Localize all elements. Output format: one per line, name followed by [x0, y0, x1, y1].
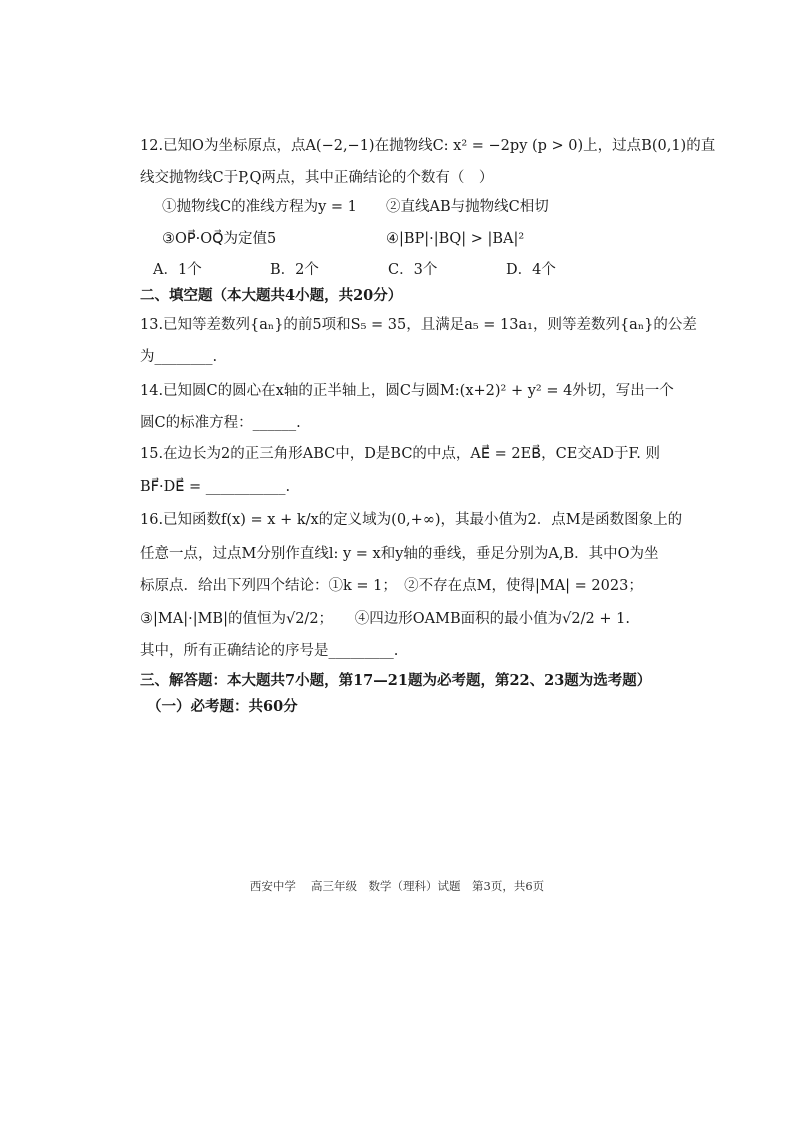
q16-line1: 16.已知函数f(x) = x + k/x的定义域为(0,+∞)，其最小值为2．点M是函数图象上的	[140, 512, 683, 528]
q16-line3: 标原点．给出下列四个结论：①k = 1； ②不存在点M，使得|MA| = 2023；	[140, 578, 643, 594]
section2-heading: 二、填空题（本大题共4小题，共20分）	[140, 287, 403, 304]
q12-line2: 线交抛物线C于P,Q两点，其中正确结论的个数有（ ）	[140, 170, 494, 186]
q16-line4: ③|MA|·|MB|的值恒为√2/2； ④四边形OAMB面积的最小值为√2/2 + 1.	[140, 611, 630, 627]
q12-choice-a: A．1个	[153, 262, 202, 278]
q13-line2: 为________.	[140, 349, 218, 365]
section3-heading: 三、解答题：本大题共7小题，第17—21题为必考题，第22、23题为选考题）	[140, 672, 652, 689]
q16-line5: 其中，所有正确结论的序号是_________.	[140, 643, 399, 659]
q14-line2: 圆C的标准方程：______.	[140, 415, 301, 431]
q15-line2: BF⃗·DE⃗ = ___________.	[140, 479, 291, 495]
page-footer: 西安中学 高三年级 数学（理科）试题 第3页，共6页	[249, 879, 545, 893]
q12-choice-d: D．4个	[506, 262, 556, 278]
q13-line1: 13.已知等差数列{aₙ}的前5项和S₅ = 35，且满足a₅ = 13a₁，则等差数列{aₙ}的公差	[140, 317, 697, 333]
q12-option4: ④|BP|·|BQ| > |BA|²	[386, 231, 525, 247]
q12-option3: ③OP⃗·OQ⃗为定值5	[162, 231, 277, 247]
q12-line1: 12.已知O为坐标原点，点A(−2,−1)在抛物线C: x² = −2py (p > 0)上，过点B(0,1)的直	[140, 138, 716, 154]
section3a-heading: （一）必考题：共60分	[147, 698, 298, 715]
q15-line1: 15.在边长为2的正三角形ABC中，D是BC的中点，AE⃗ = 2EB⃗，CE交AD于F. 则	[140, 446, 660, 462]
q16-line2: 任意一点，过点M分别作直线l: y = x和y轴的垂线，垂足分别为A,B．其中O为坐	[140, 546, 659, 562]
q12-choice-b: B．2个	[270, 262, 319, 278]
q14-line1: 14.已知圆C的圆心在x轴的正半轴上，圆C与圆M:(x+2)² + y² = 4外切，写出一个	[140, 383, 674, 399]
q12-option2: ②直线AB与抛物线C相切	[386, 199, 549, 215]
q12-option1: ①抛物线C的准线方程为y = 1	[162, 199, 357, 215]
q12-choice-c: C．3个	[388, 262, 438, 278]
